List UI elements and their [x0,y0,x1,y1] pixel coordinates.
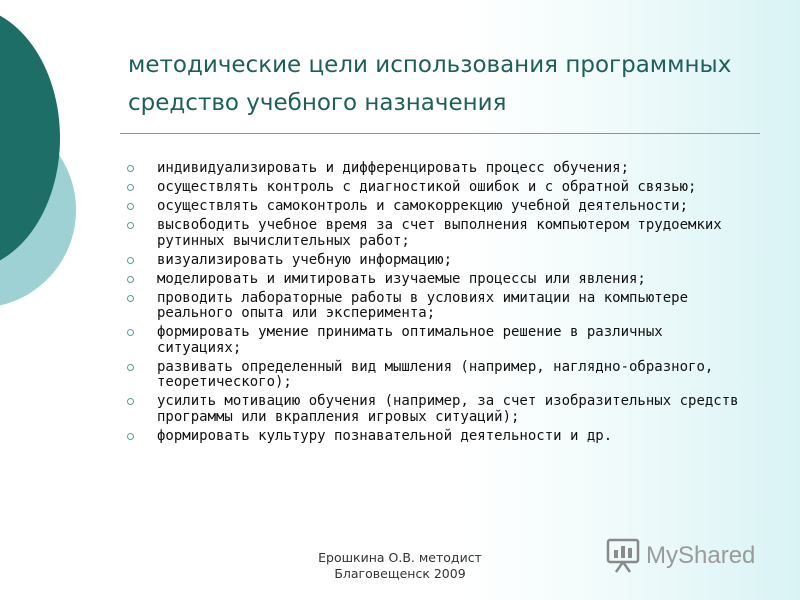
decorative-circle-light [0,112,76,308]
bullet-ring-icon [127,276,134,283]
bullet-text: осуществлять контроль с диагностикой ошибок и с обратной связью; [157,179,697,195]
bullet-text: высвободить учебное время за счет выполнения компьютером трудоемких рутинных вычислительных работ; [157,217,722,249]
bullet-text: осуществлять самоконтроль и самокоррекцию учебной деятельности; [157,198,689,214]
bullet-ring-icon [127,433,134,440]
slide-footer [250,550,550,582]
bullet-ring-icon [127,165,134,172]
bullet-text: формировать культуру познавательной деятельности и др. [157,427,613,444]
bullet-text: развивать определенный вид мышления (например, наглядно-образного, теоретического); [157,358,714,390]
bullet-item [124,394,744,425]
myshared-logo-icon [606,536,776,576]
bullet-text: формировать умение принимать оптимальное решение в различных ситуациях; [157,324,663,356]
myshared-watermark [606,536,776,576]
bullet-item [124,253,744,269]
bullet-item [124,360,744,391]
bullet-ring-icon [127,295,134,302]
bullet-item [124,218,744,249]
bullet-item [124,429,744,445]
footer-place-year: Благовещенск 2009 [334,566,466,581]
bullet-text: усилить мотивацию обучения (например, за счет изобразительных средств программы или вкрапления игровых ситуаций); [157,393,739,425]
bullet-item [124,199,744,215]
decorative-circle-dark [0,6,60,270]
bullet-ring-icon [127,329,134,336]
bullet-item [124,272,744,288]
bullet-ring-icon [127,257,134,264]
bullet-ring-icon [127,364,134,371]
watermark-text: MyShared [646,542,756,569]
bullet-text: индивидуализировать и дифференцировать процесс обучения; [157,160,630,176]
bullet-ring-icon [127,398,134,405]
title-divider [120,133,760,134]
footer-author: Ерошкина О.В. методист [318,550,482,565]
bullet-list [124,161,744,448]
bullet-text: проводить лабораторные работы в условиях имитации на компьютере реального опыта или эксперимента; [157,289,689,321]
bullet-ring-icon [127,222,134,229]
bullet-ring-icon [127,203,134,210]
slide-title: методические цели использования программных средство учебного назначения [128,52,732,116]
bullet-text: моделировать и имитировать изучаемые процессы или явления; [157,270,646,287]
bullet-item [124,161,744,177]
bullet-item [124,291,744,322]
bullet-item [124,325,744,356]
bullet-text: визуализировать учебную информацию; [157,251,453,268]
bullet-ring-icon [127,184,134,191]
bullet-item [124,180,744,196]
